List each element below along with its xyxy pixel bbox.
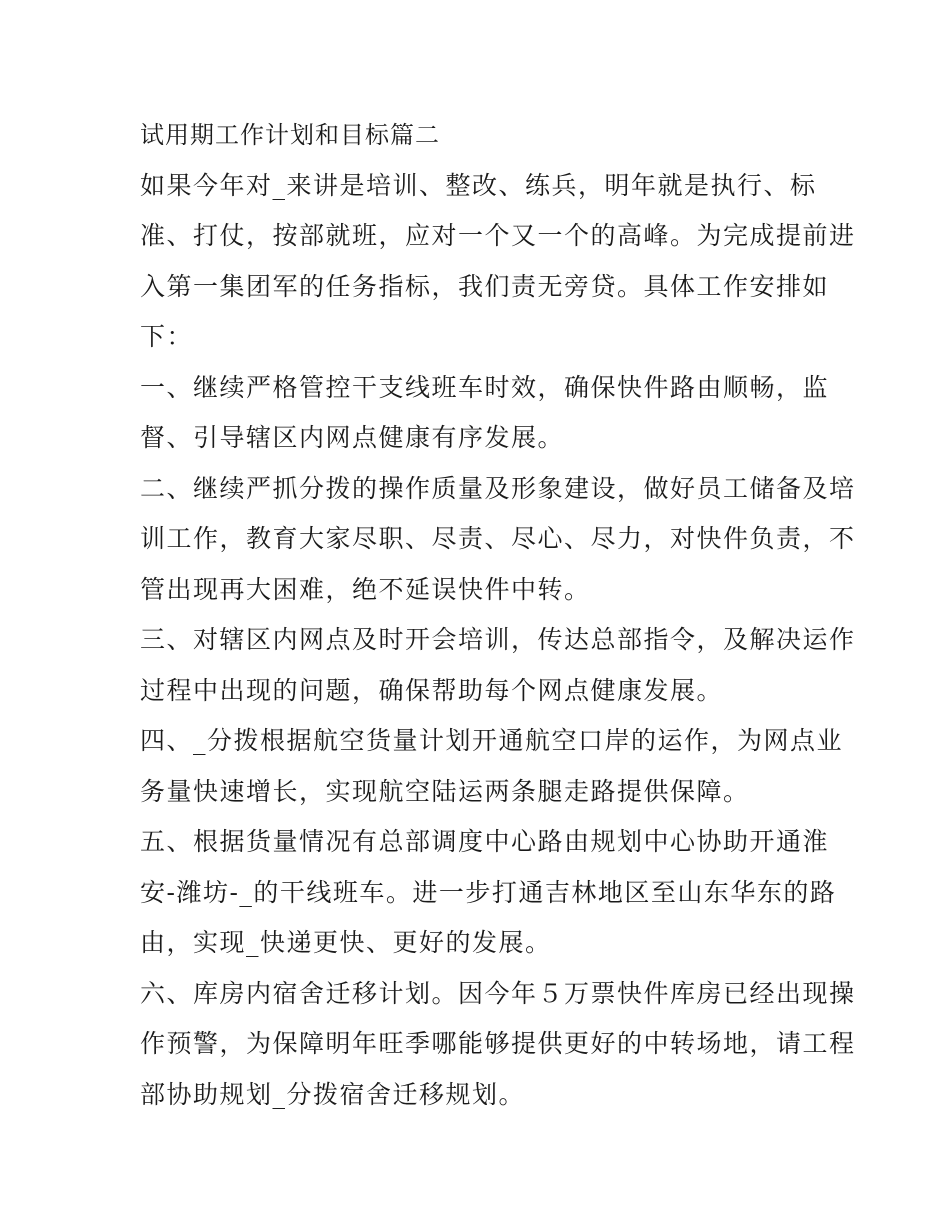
text-line: 由，实现_快递更快、更好的发展。 (140, 928, 552, 957)
text-line: 务量快速增长，实现航空陆运两条腿走路提供保障。 (140, 776, 750, 806)
text-line: 入第一集团军的任务指标，我们责无旁贷。具体工作安排如 (140, 271, 830, 301)
text-line: 三、对辖区内网点及时开会培训，传达总部指令，及解决运作 (140, 625, 856, 654)
text-line: 安-潍坊-_的干线班车。进一步打通吉林地区至山东华东的路 (140, 877, 837, 907)
text-line: 准、打仗，按部就班，应对一个又一个的高峰。为完成提前进 (140, 221, 856, 250)
text-line: 督、引导辖区内网点健康有序发展。 (140, 423, 565, 452)
text-line: 如果今年对_来讲是培训、整改、练兵，明年就是执行、标 (140, 170, 817, 200)
text-line: 二、继续严抓分拨的操作质量及形象建设，做好员工储备及培 (140, 473, 856, 503)
text-line: 五、根据货量情况有总部调度中心路由规划中心协助开通淮 (140, 827, 830, 856)
text-line: 作预警，为保障明年旺季哪能够提供更好的中转场地，请工程 (140, 1029, 856, 1058)
text-line: 部协助规划_分拨宿舍迁移规划。 (140, 1079, 526, 1109)
text-line: 训工作，教育大家尽职、尽责、尽心、尽力，对快件负责，不 (140, 524, 856, 553)
document-page (140, 110, 856, 1120)
text-line: 四、_分拨根据航空货量计划开通航空口岸的运作，为网点业 (140, 726, 844, 755)
document-title: 试用期工作计划和目标篇二 (140, 121, 440, 149)
text-line: 六、库房内宿舍迁移计划。因今年５万票快件库房已经出现操 (140, 978, 856, 1008)
text-line: 下： (140, 322, 194, 351)
text-line: 管出现再大困难，绝不延误快件中转。 (140, 574, 591, 604)
text-line: 过程中出现的问题，确保帮助每个网点健康发展。 (140, 675, 724, 705)
text-line: 一、继续严格管控干支线班车时效，确保快件路由顺畅，监 (140, 372, 830, 402)
